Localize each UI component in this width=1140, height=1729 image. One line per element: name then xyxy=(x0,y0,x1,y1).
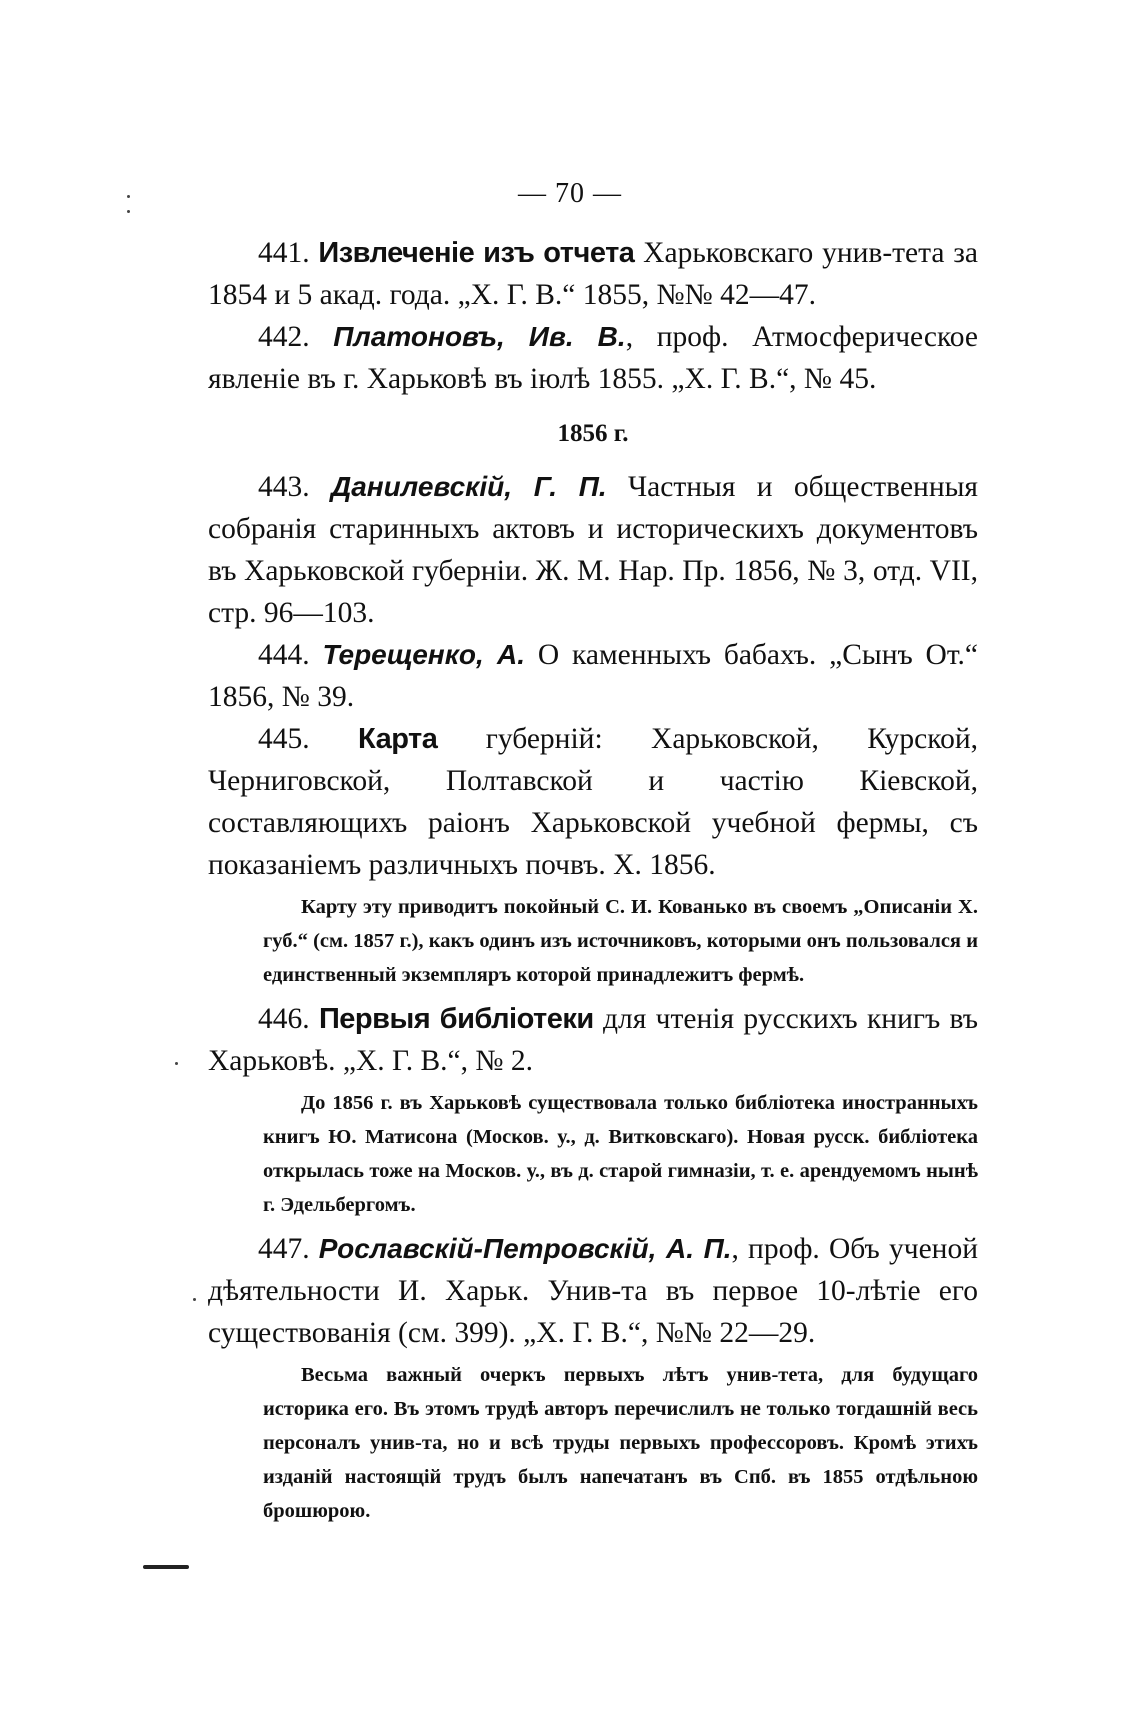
margin-speck xyxy=(175,1062,178,1065)
entry-445-note: Карту эту приводитъ покойный С. И. Кованько въ своемъ „Описаніи Х. губ.“ (см. 1857 г.), какъ одинъ изъ источниковъ, которыми онъ пользовался и единственный экземпляръ которой принадлежитъ фермѣ. xyxy=(263,896,978,986)
entry-text: Харьковскаго унив-тета за 1854 и 5 акад. года. „Х. Г. В.“ 1855, №№ 42—47. xyxy=(208,237,979,311)
entry-447-note: Весьма важный очеркъ первыхъ лѣтъ унив-тета, для будущаго историка его. Въ этомъ трудѣ авторъ перечислилъ не только тогдашній весь персоналъ унив-та, но и всѣ труды первыхъ профессоровъ. Кромѣ этихъ изданій настоящій трудъ былъ напечатанъ въ Спб. въ 1855 отдѣльною брошюрою. xyxy=(263,1364,978,1522)
entry-text: губерній: Харьковской, Курской, Черниговской, Полтавской и частію Кіевской, составляющихъ раіонъ Харьковской учебной фермы, съ показаніемъ различныхъ почвъ. Х. 1856. xyxy=(208,723,978,881)
entry-446 xyxy=(208,998,978,1082)
entry-text: для чтенія русскихъ книгъ въ Харьковѣ. „Х. Г. В.“, № 2. xyxy=(208,1003,978,1077)
entry-title-keyword: Первыя библіотеки xyxy=(318,1003,594,1035)
margin-speck xyxy=(127,210,130,213)
entry-number: 446. xyxy=(258,1003,310,1035)
entry-443 xyxy=(208,466,978,634)
entry-author: Данилевскій, Г. П. xyxy=(330,471,607,502)
entry-446-note: До 1856 г. въ Харьковѣ существовала только библіотека иностранныхъ книгъ Ю. Матисона (Москов. у., д. Витковскаго). Новая русск. библіотека открылась тоже на Москов. у., въ д. старой гимназіи, т. е. арендуемомъ нынѣ г. Эдельбергомъ. xyxy=(263,1092,978,1216)
entry-text: Частныя и общественныя собранія старинныхъ актовъ и историческихъ документовъ въ Харьковской губерніи. Ж. М. Нар. Пр. 1856, № 3, отд. VII, стр. 96—103. xyxy=(208,471,978,629)
page-body xyxy=(208,232,978,1534)
margin-ink-mark xyxy=(143,1565,189,1569)
entry-author: Рославскій-Петровскій, А. П. xyxy=(318,1233,732,1264)
entry-445 xyxy=(208,718,978,886)
entry-number: 445. xyxy=(258,723,310,755)
entry-author: Терещенко, А. xyxy=(322,639,526,670)
entry-447 xyxy=(208,1228,978,1354)
year-heading: 1856 г. xyxy=(557,420,629,447)
entry-number: 442. xyxy=(258,321,310,353)
margin-speck xyxy=(193,1298,196,1301)
entry-442 xyxy=(208,316,978,400)
entry-number: 444. xyxy=(258,639,310,671)
entry-author: Платоновъ, Ив. В. xyxy=(333,321,626,352)
entry-number: 441. xyxy=(258,237,310,269)
page-number: — 70 — xyxy=(518,178,622,209)
margin-speck xyxy=(127,195,130,198)
entry-text: О каменныхъ бабахъ. „Сынъ От.“ 1856, № 39. xyxy=(208,639,979,713)
entry-text: , проф. Атмосферическое явленіе въ г. Харьковѣ въ іюлѣ 1855. „Х. Г. В.“, № 45. xyxy=(208,321,978,395)
entry-441 xyxy=(208,232,978,316)
entry-text: , проф. Объ ученой дѣятельности И. Харьк. Унив-та въ первое 10-лѣтіе его существованія (см. 399). „Х. Г. В.“, №№ 22—29. xyxy=(208,1233,978,1349)
entry-title-keyword: Карта xyxy=(358,723,438,755)
entry-444 xyxy=(208,634,978,718)
entry-title-keyword: Извлеченіе изъ отчета xyxy=(318,237,635,269)
entry-number: 447. xyxy=(258,1233,310,1265)
entry-number: 443. xyxy=(258,471,310,503)
